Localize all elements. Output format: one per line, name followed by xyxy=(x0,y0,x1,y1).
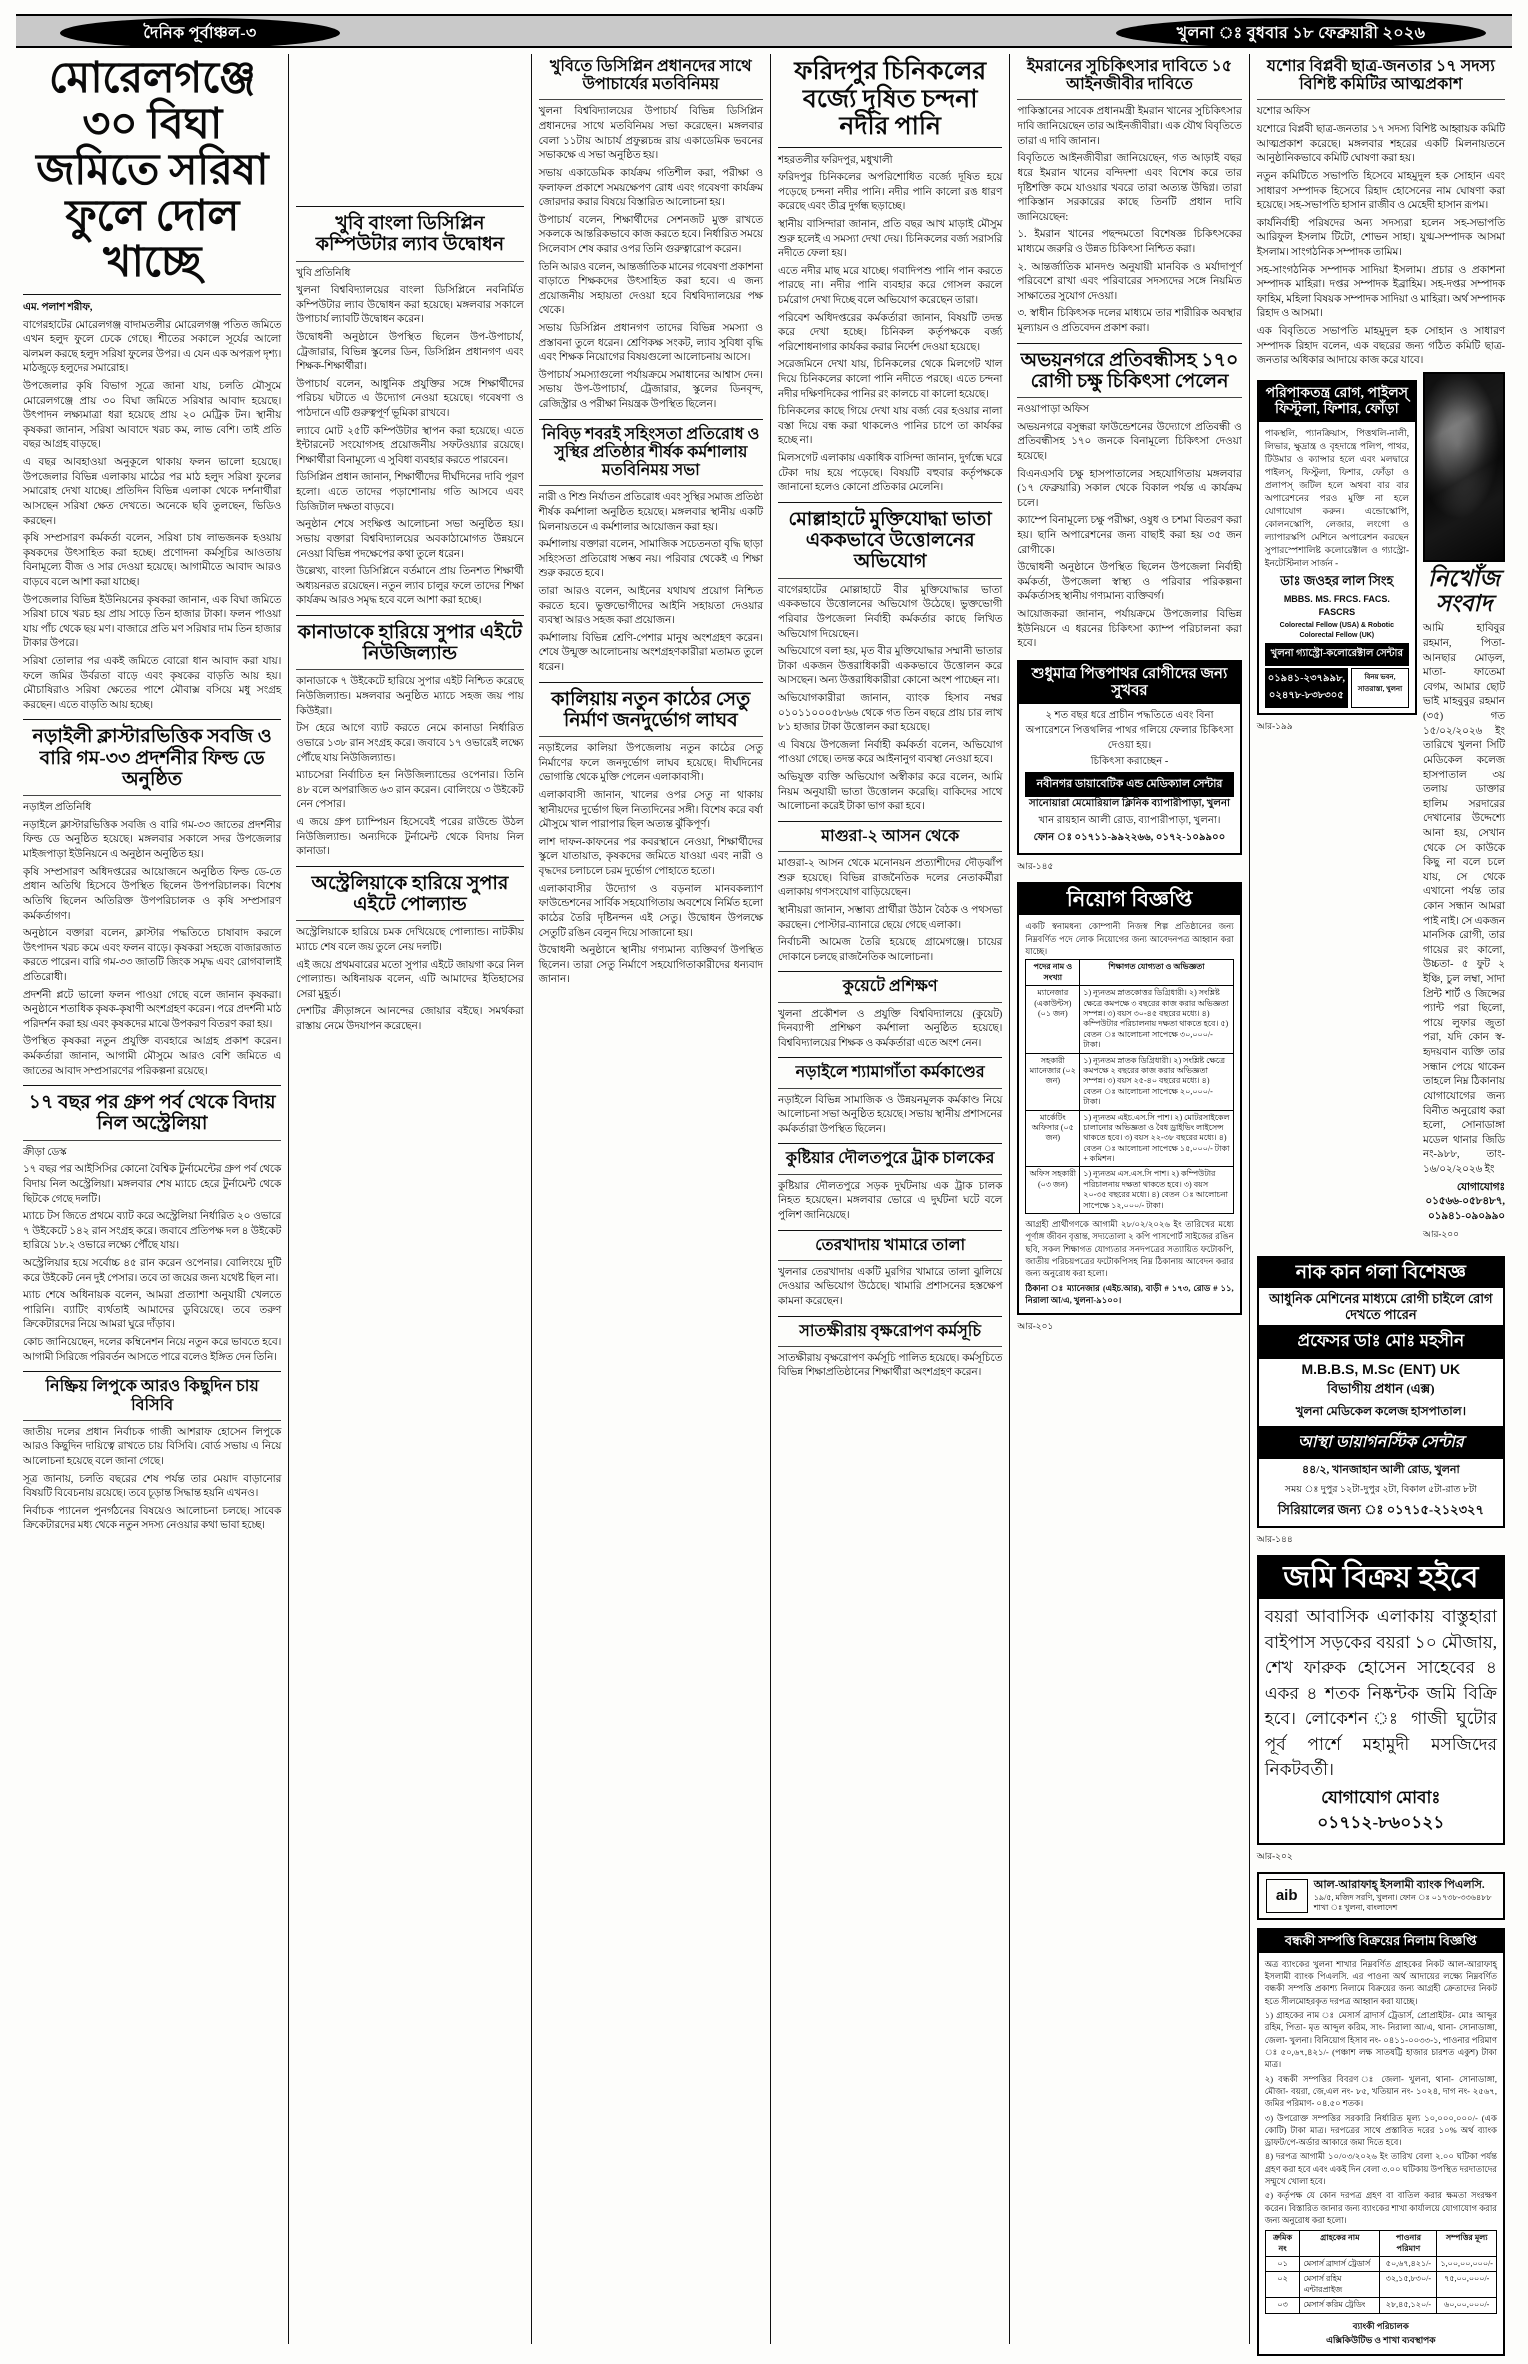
article-paragraph: স্থানীয়রা জানান, সম্ভাব্য প্রার্থীরা উঠান বৈঠক ও পথসভা করছেন। পোস্টার-ব্যানারে ছেয়ে গেছে এলাকা। xyxy=(777,904,1003,931)
job-table xyxy=(1025,959,1233,1214)
clinic-phone: ফোন ঃ ০১৭১১-৯৯২২৬৬, ০১৭২-১০৯৯০০ xyxy=(1033,831,1226,843)
table-header-row xyxy=(1026,960,1233,986)
top-headline: ফরিদপুর চিনিকলের বর্জ্যে দূষিত চন্দনা নদীর পানি xyxy=(794,58,987,140)
auction-item: ৫) কর্তৃপক্ষ যে কোন দরপত্র গ্রহণ বা বাতিল করার ক্ষমতা সংরক্ষণ করেন। বিস্তারিত জানার জন্য ব্যাংকের শাখা কার্যালয়ে যোগাযোগ করার জন্য অনুরোধ করা হলো। xyxy=(1264,2190,1497,2225)
byline-text: খুবি প্রতিনিধি xyxy=(296,267,351,279)
article-paragraph: কর্মশালায় বিভিন্ন শ্রেণি-পেশার মানুষ অংশগ্রহণ করেন। শেষে উন্মুক্ত আলোচনায় অংশগ্রহণকারীরা মতামত তুলে ধরেন। xyxy=(538,632,763,674)
article-paragraph: উপাচার্য বলেন, শিক্ষার্থীদের সেশনজট মুক্ত রাখতে সকলকে আন্তরিকভাবে কাজ করতে হবে। নির্ধারিত সময়ে সিলেবাস শেষ করার ওপর তিনি গুরুত্বারোপ করেন। xyxy=(538,214,763,255)
article-paragraph: সরেজমিনে দেখা যায়, চিনিকলের থেকে মিলগেট খাল দিয়ে চিনিকলের কালো পানি নদীতে পরছে। এতে চন্দনা নদীর দক্ষিণদিকের পানির রং কালচে বা কালো হয়েছে। xyxy=(777,359,1003,400)
article-paragraph: অভিযোগে বলা হয়, মৃত বীর মুক্তিযোদ্ধার সম্মানী ভাতার টাকা একজন উত্তরাধিকারী এককভাবে উত্তোলন করে আসছেন। অন্য উত্তরাধিকারীরা কোনো অংশ পাচ্ছেন না। xyxy=(777,646,1003,687)
gastro-center-address: বিনয় ভবন, সাতরাস্তা, খুলনা xyxy=(1351,668,1409,708)
article-paragraph: সরিষা তোলার পর একই জমিতে বোরো ধান আবাদ করা যায়। ফলে জমির উর্বরতা বাড়ে এবং কৃষকের বাড়তি আয় হয়। মৌচাষিরাও সরিষা ক্ষেতের পাশে মৌবাক্স বসিয়ে মধু সংগ্রহ করছেন। এতে বাড়তি আয় হচ্ছে। xyxy=(23,656,282,711)
headline-magura: মাগুরা-২ আসন থেকে xyxy=(821,827,960,845)
divider xyxy=(1257,99,1505,100)
gastro-center-name: খুলনা গ্যাস্ট্রো-কলোরেক্টাল সেন্টার xyxy=(1265,643,1409,666)
table-row xyxy=(1026,986,1233,1053)
col-header-post: পদের নাম ও সংখ্যা xyxy=(1026,960,1080,986)
gallstone-ad-title: শুধুমাত্র পিত্তপাথর রোগীদের জন্য সুখবর xyxy=(1019,662,1239,704)
table-row xyxy=(1026,1167,1233,1214)
article-paragraph: সাতক্ষীরায় বৃক্ষরোপণ কর্মসূচি পালিত হয়েছে। কর্মসূচিতে বিভিন্ন শিক্ষাপ্রতিষ্ঠানের শিক্ষার্থীরা অংশগ্রহণ করেন। xyxy=(777,1352,1003,1379)
divider xyxy=(778,1174,1002,1175)
article-paragraph: ল্যাবে মোট ২৫টি কম্পিউটার স্থাপন করা হয়েছে। এতে ইন্টারনেট সংযোগসহ প্রয়োজনীয় সফটওয়্যার রয়েছে। শিক্ষার্থীরা বিনামূল্যে এ সুবিধা ব্যবহার করতে পারবেন। xyxy=(296,425,524,466)
mid-headline: অভয়নগরে প্রতিবন্ধীসহ ১৭০ রোগী চক্ষু চিকিৎসা পেলেন xyxy=(1020,349,1239,392)
doctor-name: ডাঃ জওহর লাল সিংহ xyxy=(1280,573,1394,589)
article-paragraph: স্থানীয় বাসিন্দারা জানান, প্রতি বছর আখ মাড়াই মৌসুম শুরু হলেই এ সমস্যা দেখা দেয়। চিনিকলের বর্জ্য সরাসরি নদীতে ফেলা হয়। xyxy=(777,218,1003,260)
article-paragraph: যশোরে বিপ্লবী ছাত্র-জনতার ১৭ সদস্য বিশিষ্ট আহ্বায়ক কমিটি আত্মপ্রকাশ করেছে। মঙ্গলবার শহরের একটি মিলনায়তনে আনুষ্ঠানিকভাবে কমিটি ঘোষণা করা হয়। xyxy=(1256,124,1505,165)
divider xyxy=(296,920,523,921)
divider xyxy=(23,795,281,796)
cell-due: ৩২,১৫,৮৩০/- xyxy=(1380,2272,1437,2298)
article-paragraph: ১৭ বছর পর আইসিসির কোনো বৈশ্বিক টুর্নামেন্টের গ্রুপ পর্ব থেকে বিদায় নিল অস্ট্রেলিয়া। মঙ্গলবার শেষ ম্যাচে হেরে টুর্নামেন্ট থেকে ছিটকে গেছে দলটি। xyxy=(23,1164,282,1205)
land-sale-contact: যোগাযোগ মোবাঃ ০১৭১২-৮৬০১২১ xyxy=(1317,1787,1445,1833)
divider xyxy=(1017,397,1241,398)
col-header-req: শিক্ষাগত যোগ্যতা ও অভিজ্ঞতা xyxy=(1080,960,1233,986)
ent-ad-line1: আধুনিক মেশিনের মাধ্যমে রোগী চাইলে রোগ দেখতে পারেন xyxy=(1269,1291,1493,1322)
article-paragraph: উপাচার্য সমস্যাগুলো পর্যায়ক্রমে সমাধানের আশ্বাস দেন। সভায় উপ-উপাচার্য, ট্রেজারার, স্কুলের ডিনবৃন্দ, রেজিস্ট্রার ও পরীক্ষা নিয়ন্ত্রক উপস্থিত ছিলেন। xyxy=(538,369,763,411)
sub-headline-2: ১৭ বছর পর গ্রুপ পর্ব থেকে বিদায় নিল অস্ট্রেলিয়া xyxy=(28,1092,276,1135)
auction-signoff: ব্যাংকী পরিচালক xyxy=(1352,2320,1409,2331)
article-paragraph: ম্যাচ শেষে অধিনায়ক বলেন, আমরা প্রত্যাশা অনুযায়ী খেলতে পারিনি। ব্যাটিং ব্যর্থতাই আমাদের ডুবিয়েছে। তবে তরুণ ক্রিকেটারদের নিয়ে আমরা ঘুরে দাঁড়াব। xyxy=(23,1290,282,1331)
cell-value: ৬০,০০,০০০/- xyxy=(1437,2298,1497,2313)
divider xyxy=(539,736,763,737)
ent-center-serial: সিরিয়ালের জন্য ঃ ০১৭১৫-২১২৩২৭ xyxy=(1277,1502,1484,1518)
article-paragraph: অভিযুক্ত ব্যক্তি অভিযোগ অস্বীকার করে বলেন, আমি নিয়ম অনুযায়ী ভাতা উত্তোলন করেছি। বাকিদের সাথে আলোচনা করেই টাকা ভাগ করা হবে। xyxy=(777,772,1003,813)
article-paragraph: খুলনা প্রকৌশল ও প্রযুক্তি বিশ্ববিদ্যালয়ে (কুয়েট) দিনব্যাপী প্রশিক্ষণ কর্মশালা অনুষ্ঠিত হয়েছে। বিশ্ববিদ্যালয়ের শিক্ষক ও কর্মকর্তারা এতে অংশ নেন। xyxy=(777,1008,1003,1049)
divider xyxy=(539,485,763,486)
missing-persons-title: নিখোঁজ সংবাদ xyxy=(1428,565,1500,617)
cell-serial: ০৩ xyxy=(1265,2298,1300,2313)
job-advert-address: ঠিকানা ঃ ম্যানেজার (এইচ.আর), বাড়ী # ১৭৩, রোড # ১১, নিরালা আ/এ, খুলনা-৯১০০। xyxy=(1025,1282,1234,1305)
clinic-subname: সানোয়ারা মেমোরিয়াল ক্লিনিক ব্যাপারীপাড়া, খুলনা xyxy=(1029,798,1231,810)
auction-intro: অত্র ব্যাংকের খুলনা শাখার নিম্নবর্ণিত গ্রাহকের নিকট আল-আরাফাহ্ ইসলামী ব্যাংক পিএলসি. এর পাওনা অর্থ আদায়ের লক্ষ্যে নিম্নবর্ণিত বন্ধকী সম্পত্তি প্রকাশ্য নিলামে বিক্রয়ের জন্য আগ্রহী ক্রেতাদের নিকট হতে সীলমোহরকৃত দরপত্র আহ্বান করা যাচ্ছে। xyxy=(1264,1958,1497,2006)
column-3 xyxy=(531,54,770,2344)
sub-headline-1: খুবি বাংলা ডিসিপ্লিন কম্পিউটার ল্যাব উদ্বোধন xyxy=(315,213,505,256)
ent-doctor-degrees: M.B.B.S, M.Sc (ENT) UK xyxy=(1301,1361,1461,1378)
article-paragraph: কর্মশালায় বক্তারা বলেন, সামাজিক সচেতনতা বৃদ্ধি ছাড়া সহিংসতা প্রতিরোধ সম্ভব নয়। পরিবার থেকেই এ শিক্ষা শুরু করতে হবে। xyxy=(538,539,763,580)
article-paragraph: নড়াইলের কালিয়া উপজেলায় নতুন কাঠের সেতু নির্মাণের ফলে জনদুর্ভোগ লাঘব হয়েছে। দীর্ঘদিনের ভোগান্তি থেকে মুক্তি পেলেন এলাকাবাসী। xyxy=(538,743,763,784)
divider xyxy=(778,1002,1002,1003)
ad-paragraph: চিকিৎসা করাচ্ছেন - xyxy=(1090,756,1169,768)
ent-ad-title: নাক কান গলা বিশেষজ্ঞ xyxy=(1259,1258,1503,1288)
table-row xyxy=(1265,2257,1496,2272)
gastro-ad-title: পরিপাকতন্ত্র রোগ, পাইলস্ ফিস্টুলা, ফিশার, ফোঁড়া xyxy=(1259,382,1415,422)
article-paragraph: ম্যাচে টস জিতে প্রথমে ব্যাট করে অস্ট্রেলিয়া নির্ধারিত ২০ ওভারে ৭ উইকেটে ১৪২ রান সংগ্রহ করে। জবাবে প্রতিপক্ষ দল ৪ উইকেট হারিয়ে ১৮.২ ওভারে লক্ষ্যে পৌঁছে যায়। xyxy=(23,1211,282,1252)
ent-doctor-name: প্রফেসর ডাঃ মোঃ মহসীন xyxy=(1259,1325,1503,1359)
article-paragraph: এতে নদীর মাছ মরে যাচ্ছে। গবাদিপশু পানি পান করতে পারছে না। নদীর পানি ব্যবহার করে গোসল করলে চর্মরোগ দেখা দিচ্ছে বলে অভিযোগ করেছেন তারা। xyxy=(777,265,1003,306)
mid-headline: নিবিড় শবরই সহিংসতা প্রতিরোধ ও সুস্থির প্রতিষ্ঠার শীর্ষক কর্মশালায় মতবিনিময় সভা xyxy=(542,425,760,480)
cell-value: ১,০০,০০,০০০/- xyxy=(1437,2257,1497,2272)
article-paragraph: অভিযোগকারীরা জানান, ব্যাংক হিসাব নম্বর ০১০১১০০০৫৮৬৬ থেকে গত তিন বছরে প্রায় চার লাখ ৮১ হাজার টাকা উত্তোলন করা হয়েছে। xyxy=(777,692,1003,734)
byline-text: ক্রীড়া ডেস্ক xyxy=(23,1146,67,1158)
ad-reference: আর-২০১ xyxy=(1017,1321,1054,1332)
mid-headline: মোল্লাহাটে মুক্তিযোদ্ধা ভাতা এককভাবে উত্তোলনের অভিযোগ xyxy=(788,508,992,573)
cell-post: সহকারী ম্যানেজার (০২ জন) xyxy=(1026,1053,1080,1110)
divider xyxy=(296,866,523,867)
divider xyxy=(23,1140,281,1141)
headline-kuet: কুয়েটে প্রশিক্ষণ xyxy=(842,978,938,996)
auction-item: ৪) দরপত্র আগামী ১০/০৩/২০২৬ ইং তারিখ বেলা ২.০০ ঘটিকা পর্যন্ত গ্রহণ করা হবে এবং একই দিন বেলা ৩.০০ ঘটিকায় উপস্থিত দরদাতাদের সম্মুখে খোলা হবে। xyxy=(1264,2151,1497,2187)
article-paragraph: কার্যনির্বাহী পরিষদের অন্য সদস্যরা হলেন সহ-সভাপতি আরিফুল ইসলাম টিটো, শোভন সাহা। যুগ্ম-সম্পাদক আসমা ইসলাম। সাংগঠনিক সম্পাদক তামিম। xyxy=(1256,217,1505,258)
cell-req: ১) ন্যূনতম এইচ.এস.সি পাশ। ২) মোটরসাইকেল চালানোর অভিজ্ঞতা ও বৈধ ড্রাইভিং লাইসেন্স থাকতে হবে। ৩) বয়স ২২-৩৮ বছরের মধ্যে। ৪) বেতন ঃ আলোচনা সাপেক্ষে ১৫,০০০/- টাকা + কমিশন। xyxy=(1080,1110,1233,1167)
bank-name: আল-আরাফাহ্ ইসলামী ব্যাংক পিএলসি. xyxy=(1313,1879,1485,1892)
article-paragraph: উপজেলার কৃষি বিভাগ সূত্রে জানা যায়, চলতি মৌসুমে মোরেলগঞ্জে প্রায় ৩০ বিঘা জমিতে সরিষার আবাদ হয়েছে। উৎপাদন লক্ষ্যমাত্রা ধরা হয়েছে প্রায় ২০ মেট্রিক টন। স্থানীয় কৃষকরা জানান, সরিষা আবাদে খরচ কম, লাভ বেশি। তাই প্রতি বছর আগ্রহ বাড়ছে। xyxy=(23,381,282,451)
cell-client: মেসার্স ব্রাদার্স ট্রেডার্স xyxy=(1300,2257,1380,2272)
article-paragraph: ১. ইমরান খানের পছন্দমতো বিশেষজ্ঞ চিকিৎসকের মাধ্যমে জরুরি ও উন্নত চিকিৎসা নিশ্চিত করা। xyxy=(1017,229,1242,255)
cell-post: ম্যানেজার (একাউন্টস) (০১ জন) xyxy=(1026,986,1080,1053)
article-paragraph: ডিসিপ্লিন প্রধান জানান, শিক্ষার্থীদের দীর্ঘদিনের দাবি পূরণ হলো। এতে তাদের পড়াশোনায় গতি আসবে এবং ডিজিটাল দক্ষতা বাড়বে। xyxy=(296,472,524,513)
bank-logo-icon: aib xyxy=(1266,1879,1308,1913)
cell-due: ২৮,৪৫,১২০/- xyxy=(1380,2298,1437,2313)
divider xyxy=(778,1088,1002,1089)
article-paragraph: নারী ও শিশু নির্যাতন প্রতিরোধ এবং সুস্থির সমাজ প্রতিষ্ঠা শীর্ষক কর্মশালা অনুষ্ঠিত হয়েছে। মঙ্গলবার স্থানীয় একটি মিলনায়তনে এ কর্মশালার আয়োজন করা হয়। xyxy=(538,492,763,533)
col-header-due: পাওনার পরিমাণ xyxy=(1380,2231,1437,2257)
ent-ad xyxy=(1257,1256,1505,1528)
divider xyxy=(778,821,1002,822)
article-paragraph: খুলনা বিশ্ববিদ্যালয়ের বাংলা ডিসিপ্লিনে নবনির্মিত কম্পিউটার ল্যাব উদ্বোধন করা হয়েছে। মঙ্গলবার সকালে উপাচার্য ল্যাবটি উদ্বোধন করেন। xyxy=(296,285,524,326)
masthead-left-label: দৈনিক পূর্বাঞ্চল-৩ xyxy=(60,18,340,48)
lead-headline: মোরেলগঞ্জে ৩০ বিঘা জমিতে সরিষা ফুলে দোল খাচ্ছে xyxy=(36,55,269,286)
article-paragraph: মিলসগেট এলাকায় একাধিক বাসিন্দা জানান, দুর্গন্ধে ঘরে টেকা দায় হয়ে পড়েছে। বিষয়টি বহুবার কর্তৃপক্ষকে জানানো হলেও কোনো প্রতিকার মেলেনি। xyxy=(777,453,1003,494)
divider xyxy=(778,1143,1002,1144)
ent-center-time: সময় ঃ দুপুর ১২টা-দুপুর ২টা, বিকাল ৫টা-রাত ৮টা xyxy=(1284,1485,1477,1496)
auction-item: ৩) উপরোক্ত সম্পত্তির সরকারি নির্ধারিত মূল্য ১০,০০০,০০০/- (এক কোটি) টাকা মাত্র। দরপত্রের সাথে প্রস্তাবিত দরের ১০% অর্থ ব্যাংক ড্রাফট/পে-অর্ডার আকারে জমা দিতে হবে। xyxy=(1264,2112,1497,2148)
column-4 xyxy=(770,54,1009,2344)
article-paragraph: ৩. স্বাধীন চিকিৎসক দলের মাধ্যমে তার শারীরিক অবস্থার মূল্যায়ন ও প্রতিবেদন প্রকাশ করা। xyxy=(1017,308,1242,334)
divider xyxy=(23,1371,281,1372)
article-paragraph: উপাচার্য বলেন, আধুনিক প্রযুক্তির সঙ্গে শিক্ষার্থীদের পরিচয় ঘটাতে এ উদ্যোগ নেওয়া হয়েছে। গবেষণা ও পাঠদানে এটি গুরুত্বপূর্ণ ভূমিকা রাখবে। xyxy=(296,378,524,420)
divider xyxy=(778,1260,1002,1261)
article-paragraph: উদ্বোধনী অনুষ্ঠানে স্থানীয় গণ্যমান্য ব্যক্তিবর্গ উপস্থিত ছিলেন। তারা সেতু নির্মাণে সহযোগিতাকারীদের ধন্যবাদ জানান। xyxy=(538,945,763,986)
gallstone-ad xyxy=(1017,660,1241,855)
article-byline xyxy=(23,301,281,316)
table-row xyxy=(1265,2298,1496,2313)
article-paragraph: নড়াইলে ক্লাস্টারভিত্তিক সবজি ও বারি গম-৩৩ জাতের প্রদর্শনীর ফিল্ড ডে অনুষ্ঠিত হয়েছে। মঙ্গলবার সকালে সদর উপজেলার মাইজপাড়া ইউনিয়নে এ অনুষ্ঠান অনুষ্ঠিত হয়। xyxy=(23,819,282,861)
article-paragraph: ফরিদপুর চিনিকলের অপরিশোধিত বর্জ্যে দূষিত হয়ে পড়েছে চন্দনা নদীর পানি। নদীর পানি কালো রঙ ধারণ করেছে এবং তীব্র দুর্গন্ধ ছড়াচ্ছে। xyxy=(777,172,1003,213)
divider xyxy=(296,261,523,262)
missing-persons-text: আমি হাবিবুর রহমান, পিতা- আনছার মোড়ল, মাতা- ফাতেমা বেগম, আমার ছোট ভাই মাহবুবুর রহমান (৩৫) গত ১৫/০২/২০২৬ ইং তারিখে খুলনা সিটি মেডিকেল কলেজ হাসপাতাল ৩য় তলায় ডাক্তার হালিম সরদারের দেখানোর উদ্দেশ্যে আনা হয়, সেখান থেকে সে কাউকে কিছু না বলে চলে যায়, সে থেকে এখানো পর্যন্ত তার কোন সন্ধান আমরা পাই নাই। সে একজন মানসিক রোগী, তার গায়ের রং কালো, উচ্চতা- ৫ ফুট ২ ইঞ্চি, চুল লম্বা, সাদা প্রিন্ট শার্ট ও জিন্সের প্যান্ট পরা ছিলো, পায়ে লুফার জুতা পরা, যদি কোন স্ব-হৃদয়বান ব্যক্তি তার সন্ধান পেয়ে থাকেন তাহলে নিম্ন ঠিকানায় যোগাযোগের জন্য বিনীত অনুরোধ করা হলো, সোনাডাঙ্গা মডেল থানার জিডি নং-৯৮৮, তাং- ১৬/০২/২০২৬ ইং xyxy=(1422,623,1505,1175)
gastro-ad-text: পাকস্থলি, প্যানক্রিয়াস, পিত্তথলি-নালী, লিভার, ক্ষুদ্রান্ত্র ও বৃহদান্ত্রে পলিপ, পাথর, টিউমার ও ক্যান্সার হলে এবং মলদ্বারে পাইলস্, ফিস্টুলা, ফিশার, ফোঁড়া ও প্রলাপস্ জটিল হলে অথবা বার বার অপারেশনের পরও মুক্তি না হলে যোগাযোগ করুন। এন্ডোস্কোপি, কোলনস্কোপি, লেজার, লংগো ও ল্যাপারস্কপি মেশিনে অপারেশন করছেন সুপারস্পেশালিষ্ট কলোরেক্টাল ও গ্যাস্ট্রো-ইনটেস্টিনাল সার্জন - xyxy=(1264,427,1409,569)
cell-client: মেসার্স রহিম এন্টারপ্রাইজ xyxy=(1300,2272,1380,2298)
table-row xyxy=(1265,2272,1496,2298)
divider xyxy=(778,1230,1002,1231)
divider xyxy=(778,971,1002,972)
divider xyxy=(778,147,1002,148)
auction-title: বন্ধকী সম্পত্তি বিক্রয়ের নিলাম বিজ্ঞপ্তি xyxy=(1259,1930,1503,1953)
ad-reference: আর-২০২ xyxy=(1256,1850,1293,1861)
byline-text: এম. পলাশ শরীফ, xyxy=(23,302,93,313)
cell-post: মার্কেটিং অফিসার (০৫ জন) xyxy=(1026,1110,1080,1167)
byline-text: নড়াইল প্রতিনিধি xyxy=(23,802,92,814)
article-paragraph: সহ-সাংগঠনিক সম্পাদক সাদিয়া ইসলাম। প্রচার ও প্রকাশনা সম্পাদক মাহিরা। দপ্তর সম্পাদক ইব্রাহিম। সহ-দপ্তর সম্পাদক ফাহিম, মহিলা বিষয়ক সম্পাদক সাদিয়া ও মাহিরা। অর্থ সম্পাদক রিহাদ ও আসমা। xyxy=(1256,264,1505,320)
auction-item: ২) বন্ধকী সম্পত্তির বিবরণ ঃ জেলা- খুলনা, থানা- সোনাডাঙ্গা, মৌজা- বয়রা, জে,এল নং- ৮৫, খতিয়ান নং- ১০২৪, দাগ নং- ২৫৬৭, জমির পরিমাণ- ০৪.৫০ শতক। xyxy=(1264,2073,1497,2109)
divider xyxy=(23,1420,281,1421)
table-row xyxy=(1026,1053,1233,1110)
article-paragraph: অনুষ্ঠানে বক্তারা বলেন, ক্লাস্টার পদ্ধতিতে চাষাবাদ করলে উৎপাদন খরচ কমে এবং ফলন বাড়ে। কৃষকরা সহজে বাজারজাত করতে পারেন। বারি গম-৩৩ জাতটি জিংক সমৃদ্ধ এবং রোগবালাই প্রতিরোধী। xyxy=(23,928,282,983)
cell-req: ১) ন্যূনতম স্নাতকোত্তর ডিগ্রিধারী। ২) সংশ্লিষ্ট ক্ষেত্রে কমপক্ষে ৩ বছরের কাজ করার অভিজ্ঞতা সম্পন্ন। ৩) বয়স ৩০-৪৫ বছরের মধ্যে। ৪) কম্পিউটার পরিচালনায় দক্ষতা থাকতে হবে। ৫) বেতন ঃ আলোচনা সাপেক্ষে ৩০,০০০/- টাকা। xyxy=(1080,986,1233,1053)
table-header-row xyxy=(1265,2231,1496,2257)
divider xyxy=(296,669,523,670)
clinic-address: খান রায়হান আলী রোড, ব্যাপারীপাড়া, খুলনা। xyxy=(1038,814,1221,826)
land-sale-title: জমি বিক্রয় হইবে xyxy=(1259,1557,1503,1599)
page-grid xyxy=(16,54,1512,2344)
article-paragraph: এ বছর আবহাওয়া অনুকূলে থাকায় ফলন ভালো হয়েছে। উপজেলার বিভিন্ন এলাকায় মাঠের পর মাঠ হলুদ সরিষা ফুলের সমারোহ দেখা যাচ্ছে। প্রতিদিন বিভিন্ন এলাকা থেকে দর্শনার্থীরা আসছেন সরিষা ক্ষেত দেখতে। অনেকে ছবি তুলছেন, ভিডিও করছেন। xyxy=(23,457,282,527)
ent-doctor-post: বিভাগীয় প্রধান (এক্স) xyxy=(1327,1381,1435,1397)
bank-name-block xyxy=(1314,1879,1492,1912)
article-paragraph: উদ্বোধনী অনুষ্ঠানে উপস্থিত ছিলেন উপজেলা নির্বাহী কর্মকর্তা, উপজেলা স্বাস্থ্য ও পরিবার পরিকল্পনা কর্মকর্তাসহ স্থানীয় গণ্যমান্য ব্যক্তিবর্গ। xyxy=(1017,562,1242,603)
job-advert-note: আগ্রহী প্রার্থীগণকে আগামী ২৮/০২/২০২৬ ইং তারিখের মধ্যে পূর্ণাঙ্গ জীবন বৃত্তান্ত, সদ্যতোলা ২ কপি পাসপোর্ট সাইজের রঙিন ছবি, সকল শিক্ষাগত যোগ্যতার সনদপত্রের সত্যায়িত ফটোকপি, জাতীয় পরিচয়পত্রের ফটোকপিসহ নিম্ন ঠিকানায় আবেদন করার জন্য অনুরোধ করা হলো। xyxy=(1025,1219,1234,1279)
article-paragraph: জাতীয় দলের প্রধান নির্বাচক গাজী আশরাফ হোসেন লিপুকে আরও কিছুদিন দায়িত্বে রাখতে চায় বিসিবি। বোর্ড সভায় এ নিয়ে আলোচনা হয়েছে বলে জানা গেছে। xyxy=(23,1426,282,1467)
byline-text: যশোর অফিস xyxy=(1256,106,1311,118)
auction-item: ১) গ্রাহকের নাম ঃ মেসার্স ব্রাদার্স ট্রেডার্স, প্রোপ্রাইটর- মোঃ আব্দুর রহিম, পিতা- মৃত আব্দুল করিম, সাং- নিরালা আ/এ, থানা- সোনাডাঙ্গা, জেলা- খুলনা। বিনিয়োগ হিসাব নং- ০৪১১-০০৩৩-১, পাওনার পরিমাণ ঃ ৫০,৬৭,৪২১/- (পঞ্চাশ লক্ষ সাতষট্টি হাজার চারশত একুশ) টাকা মাত্র। xyxy=(1264,2010,1497,2070)
byline-text: শহরতলীর ফরিদপুর, মধুখালী xyxy=(777,154,893,166)
gallstone-ad-body xyxy=(1019,704,1239,852)
article-paragraph: নড়াইলে বিভিন্ন সামাজিক ও উন্নয়নমূলক কর্মকাণ্ড নিয়ে আলোচনা সভা অনুষ্ঠিত হয়েছে। সভায় স্থানীয় প্রশাসনের কর্মকর্তারা উপস্থিত ছিলেন। xyxy=(777,1094,1003,1135)
bottom-headline: কালিয়ায় নতুন কাঠের সেতু নির্মাণ জনদুর্ভোগ লাঘব xyxy=(551,688,751,731)
article-paragraph: এলাকাবাসী জানান, খালের ওপর সেতু না থাকায় স্থানীয়দের দুর্ভোগ ছিল নিত্যদিনের সঙ্গী। বিশেষ করে বর্ষা মৌসুমে খাল পারাপার ছিল অত্যন্ত ঝুঁকিপূর্ণ। xyxy=(538,790,763,831)
article-paragraph: এক বিবৃতিতে সভাপতি মাহমুদুল হক সোহান ও সাধারণ সম্পাদক রিহাদ বলেন, এক বছরের জন্য গঠিত কমিটি ছাত্র-জনতার অধিকার আদায়ে কাজ করে যাবে। xyxy=(1256,326,1505,367)
table-row xyxy=(1026,1110,1233,1167)
article-paragraph: নতুন কমিটিতে সভাপতি হিসেবে মাহমুদুল হক সোহান এবং সাধারণ সম্পাদক হিসেবে রিহাদ হোসেনের নাম ঘোষণা করা হয়েছে। সহ-সভাপতি হাসান রাজীব ও মেহেদী হাসান রূপম। xyxy=(1256,170,1505,212)
divider xyxy=(296,615,523,616)
ent-doctor-hospital: খুলনা মেডিকেল কলেজ হাসপাতাল। xyxy=(1295,1404,1467,1419)
doctor-degrees: MBBS. MS. FRCS. FACS. FASCRS xyxy=(1283,594,1390,618)
clinic-name: নবীনগর ডায়াবেটিক এন্ড মেডিক্যাল সেন্টার xyxy=(1025,772,1233,797)
ad-reference: আর-১৯৯ xyxy=(1256,721,1293,732)
doctor-fellowship: Colorectal Fellow (USA) & Robotic Colorectal Fellow (UK) xyxy=(1279,622,1394,640)
article-paragraph: খুলনা বিশ্ববিদ্যালয়ের উপাচার্য বিভিন্ন ডিসিপ্লিন প্রধানদের সাথে মতবিনিময় সভা করেছেন। মঙ্গলবার বেলা ১১টায় আচার্য প্রফুল্লচন্দ্র রায় একাডেমিক ভবনের সভাকক্ষে এ সভা অনুষ্ঠিত হয়। xyxy=(538,106,763,162)
sub-headline-3: অস্ট্রেলিয়াকে হারিয়ে সুপার এইটে পোল্যান্ড xyxy=(311,872,509,916)
auction-table xyxy=(1265,2230,1497,2313)
article-paragraph: নির্বাচক প্যানেল পুনর্গঠনের বিষয়েও আলোচনা চলছে। সাবেক ক্রিকেটারদের মধ্য থেকে নতুন সদস্য নেওয়ার কথা ভাবা হচ্ছে। xyxy=(23,1505,282,1532)
column-6 xyxy=(1249,54,1512,2344)
job-advert-title: নিয়োগ বিজ্ঞপ্তি xyxy=(1019,884,1239,916)
land-sale-ad xyxy=(1257,1555,1505,1845)
sub-headline-1: নড়াইলী ক্লাস্টারভিত্তিক সবজি ও বারি গম-৩৩ প্রদর্শনীর ফিল্ড ডে অনুষ্ঠিত xyxy=(32,726,272,790)
column-5 xyxy=(1009,54,1248,2344)
ad-reference: আর-১৪৫ xyxy=(1017,860,1054,871)
cell-req: ১) ন্যূনতম স্নাতক ডিগ্রিধারী। ২) সংশ্লিষ্ট ক্ষেত্রে কমপক্ষে ২ বছরের কাজ করার অভিজ্ঞতা সম্পন্ন। ৩) বয়স ২৫-৪০ বছরের মধ্যে। ৪) বেতন ঃ আলোচনা সাপেক্ষে ২০,০০০/- টাকা। xyxy=(1080,1053,1233,1110)
article-paragraph: সূত্র জানায়, চলতি বছরের শেষ পর্যন্ত তার মেয়াদ বাড়ানোর বিষয়টি বিবেচনায় রয়েছে। তবে চূড়ান্ত সিদ্ধান্ত হয়নি এখনও। xyxy=(23,1473,282,1500)
bank-branch: শাখা ঃ খুলনা, বাংলাদেশ xyxy=(1313,1902,1398,1912)
article-paragraph: উদ্বোধনী অনুষ্ঠানে উপস্থিত ছিলেন উপ-উপাচার্য, ট্রেজারার, বিভিন্ন স্কুলের ডিন, ডিসিপ্লিন প্রধানগণ এবং শিক্ষক-শিক্ষার্থীরা। xyxy=(296,331,524,373)
divider xyxy=(539,682,763,683)
article-paragraph: প্রদর্শনী প্লটে ভালো ফলন পাওয়া গেছে বলে জানান কৃষকরা। অনুষ্ঠানে শতাধিক কৃষক-কৃষাণী অংশগ্রহণ করেন। পরে প্রদর্শনী মাঠ পরিদর্শন করা হয় এবং কৃষকদের মাঝে উপকরণ বিতরণ করা হয়। xyxy=(23,989,282,1030)
gastro-center-phone: ০১৯৪১-২৩৭৯৯৮, ০২৪৭৮-৮৩৮৩০৫ xyxy=(1265,668,1348,708)
article-paragraph: দেশটির ক্রীড়াঙ্গনে আনন্দের জোয়ার বইছে। সমর্থকরা রাস্তায় নেমে উদযাপন করেছেন। xyxy=(296,1006,524,1032)
article-paragraph: সভায় একাডেমিক কার্যক্রম গতিশীল করা, পরীক্ষা ও ফলাফল প্রকাশে সময়ক্ষেপণ রোধ এবং গবেষণা কার্যক্রম জোরদার করার বিষয়ে বিস্তারিত আলোচনা হয়। xyxy=(538,167,763,209)
article-paragraph: ক্যাম্পে বিনামূল্যে চক্ষু পরীক্ষা, ওষুধ ও চশমা বিতরণ করা হয়। ছানি অপারেশনের জন্য বাছাই করা হয় ৩৫ জন রোগীকে। xyxy=(1017,515,1242,556)
auction-ad xyxy=(1257,1928,1505,2356)
article-paragraph: ২. আন্তর্জাতিক মানদণ্ড অনুযায়ী মানবিক ও মর্যাদাপূর্ণ পরিবেশে রাখা এবং পরিবারের সদস্যদের সঙ্গে নিয়মিত সাক্ষাতের সুযোগ দেওয়া। xyxy=(1017,261,1242,302)
article-paragraph: অনুষ্ঠান শেষে সংক্ষিপ্ত আলোচনা সভা অনুষ্ঠিত হয়। সভায় বক্তারা বিশ্ববিদ্যালয়ের অবকাঠামোগত উন্নয়নে নেওয়া বিভিন্ন পদক্ষেপের কথা তুলে ধরেন। xyxy=(296,519,524,560)
cell-post: অফিস সহকারী (০৩ জন) xyxy=(1026,1167,1080,1214)
article-paragraph: মাগুরা-২ আসন থেকে মনোনয়ন প্রত্যাশীদের দৌড়ঝাঁপ শুরু হয়েছে। বিভিন্ন রাজনৈতিক দলের নেতাকর্মীরা এলাকায় গণসংযোগ বাড়িয়েছেন। xyxy=(777,858,1003,899)
divider xyxy=(539,419,763,420)
auction-signature: এক্সিকিউটিভ ও শাখা ব্যবস্থাপক xyxy=(1326,2334,1436,2345)
article-paragraph: কোচ জানিয়েছেন, দলের কম্বিনেশন নিয়ে নতুন করে ভাবতে হবে। আগামী সিরিজে পরিবর্তন আসতে পারে বলেও ইঙ্গিত দেন তিনি। xyxy=(23,1337,282,1363)
divider xyxy=(1017,99,1241,100)
col-header-client: গ্রাহকের নাম xyxy=(1300,2231,1380,2257)
article-paragraph: এলাকাবাসীর উদ্যোগ ও বড়নাল মানবকল্যাণ ফাউন্ডেশনের সার্বিক সহযোগিতায় অবশেষে নির্মিত হলো কাঠের তৈরি দৃষ্টিনন্দন এই সেতু। উদ্বোধন উপলক্ষে সেতুটি রঙিন বেলুন দিয়ে সাজানো হয়। xyxy=(538,883,763,939)
masthead xyxy=(16,14,1512,48)
cell-req: ১) ন্যূনতম এস.এস.সি পাশ। ২) কম্পিউটার পরিচালনায় দক্ষতা থাকতে হবে। ৩) বয়স ২০-৩৫ বছরের মধ্যে। ৪) বেতন ঃ আলোচনা সাপেক্ষে ১২,০০০/- টাকা। xyxy=(1080,1167,1233,1214)
article-paragraph: অস্ট্রেলিয়াকে হারিয়ে চমক দেখিয়েছে পোল্যান্ড। নাটকীয় ম্যাচে শেষ বলে জয় তুলে নেয় দলটি। xyxy=(296,927,524,953)
article-paragraph: কুষ্টিয়ার দৌলতপুরে সড়ক দুর্ঘটনায় এক ট্রাক চালক নিহত হয়েছেন। মঙ্গলবার ভোরে এ দুর্ঘটনা ঘটে বলে পুলিশ জানিয়েছে। xyxy=(777,1180,1003,1221)
gastro-ad-body xyxy=(1259,422,1415,714)
headline-satkhira: সাতক্ষীরায় বৃক্ষরোপণ কর্মসূচি xyxy=(799,1322,982,1340)
headline-terokhada: তেরখাদায় খামারে তালা xyxy=(815,1236,966,1254)
headline-kushtia: কুষ্টিয়ার দৌলতপুরে ট্রাক চালকের xyxy=(785,1150,995,1168)
article-paragraph: সভায় ডিসিপ্লিন প্রধানগণ তাদের বিভিন্ন সমস্যা ও প্রস্তাবনা তুলে ধরেন। শ্রেণিকক্ষ সংকট, ল্যাব সুবিধা বৃদ্ধি এবং শিক্ষক নিয়োগের বিষয়গুলো আলোচনায় আসে। xyxy=(538,323,763,364)
article-paragraph: টস হেরে আগে ব্যাট করতে নেমে কানাডা নির্ধারিত ওভারে ১৩৮ রান সংগ্রহ করে। জবাবে ১৭ ওভারেই লক্ষ্যে পৌঁছে যায় নিউজিল্যান্ড। xyxy=(296,723,524,764)
land-sale-body xyxy=(1259,1599,1503,1843)
article-paragraph: তারা আরও বলেন, আইনের যথাযথ প্রয়োগ নিশ্চিত করতে হবে। ভুক্তভোগীদের আইনি সহায়তা দেওয়ার ব্যবস্থা আরও সহজ করা প্রয়োজন। xyxy=(538,586,763,627)
article-paragraph: এ জয়ে গ্রুপ চ্যাম্পিয়ন হিসেবেই পরের রাউন্ডে উঠল নিউজিল্যান্ড। অন্যদিকে টুর্নামেন্ট থেকে বিদায় নিল কানাডা। xyxy=(296,816,524,858)
bank-address: ১৯/৫, মজিদ সরণি, খুলনা। ফোন ঃ ০১৭৩৮-৩৩৬৪৮৮ xyxy=(1313,1892,1492,1902)
news-photo xyxy=(1423,372,1505,562)
article-paragraph: ম্যাচসেরা নির্বাচিত হন নিউজিল্যান্ডের ওপেনার। তিনি ৪৮ বলে অপরাজিত ৬৩ রান করেন। বোলিংয়ে ৩ উইকেট নেন পেসার। xyxy=(296,770,524,811)
article-paragraph: বিবৃতিতে আইনজীবীরা জানিয়েছেন, গত আড়াই বছর ধরে ইমরান খানের বন্দিদশা এবং বিশেষ করে তার দৃষ্টিশক্তি কমে যাওয়ার খবরে তারা অত্যন্ত উদ্বিগ্ন। তারা পাকিস্তান সরকারের কাছে তিনটি প্রধান দাবি জানিয়েছেন: xyxy=(1017,153,1242,223)
article-paragraph: নির্বাচনী আমেজ তৈরি হয়েছে গ্রামেগঞ্জে। চায়ের দোকানে চলছে রাজনৈতিক আলোচনা। xyxy=(777,937,1003,963)
land-sale-text: বয়রা আবাসিক এলাকায় বাস্তুহারা বাইপাস সড়কের বয়রা ১০ মৌজায়, শেখ ফারুক হোসেন সাহেবের ৪ একর ৪ শতক নিষ্কন্টক জমি বিক্রি হবে। লোকেশন ঃ গাজী ঘুটোর পূর্ব পার্শে মহামুদী মসজিদের নিকটবর্তী। xyxy=(1264,1607,1497,1780)
divider xyxy=(778,1346,1002,1347)
article-paragraph: পাকিস্তানের সাবেক প্রধানমন্ত্রী ইমরান খানের সুচিকিৎসার দাবি জানিয়েছেন তার আইনজীবীরা। এক যৌথ বিবৃতিতে তারা এ দাবি জানান। xyxy=(1017,106,1242,147)
auction-body xyxy=(1259,1953,1503,2354)
divider xyxy=(778,1316,1002,1317)
ent-center-name: আস্থা ডায়াগনস্টিক সেন্টার xyxy=(1259,1426,1503,1459)
article-paragraph: লাশ দাফন-কাফনের পর কবরস্থানে নেওয়া, শিক্ষার্থীদের স্কুলে যাতায়াত, কৃষকদের জমিতে যাওয়া এবং নারী ও বৃদ্ধদের চলাচলে চরম দুর্ভোগ পোহাতে হতো। xyxy=(538,836,763,878)
cell-client: মেসার্স করিম ট্রেডিং xyxy=(1300,2298,1380,2313)
article-paragraph: খুলনার তেরখাদায় একটি মুরগির খামারে তালা ঝুলিয়ে দেওয়ার অভিযোগ উঠেছে। খামারি প্রশাসনের হস্তক্ষেপ কামনা করেছেন। xyxy=(777,1266,1003,1307)
article-paragraph: কৃষি সম্প্রসারণ অধিদপ্তরের আয়োজনে অনুষ্ঠিত ফিল্ড ডে-তে প্রধান অতিথি হিসেবে উপস্থিত ছিলেন উপপরিচালক। বিশেষ অতিথি ছিলেন অতিরিক্ত উপপরিচালক ও কৃষি সম্প্রসারণ কর্মকর্তাগণ। xyxy=(23,866,282,922)
article-paragraph: কানাডাকে ৭ উইকেটে হারিয়ে সুপার এইট নিশ্চিত করেছে নিউজিল্যান্ড। মঙ্গলবার অনুষ্ঠিত ম্যাচে সহজ জয় পায় কিউইরা। xyxy=(296,676,524,717)
article-paragraph: এ বিষয়ে উপজেলা নির্বাহী কর্মকর্তা বলেন, অভিযোগ পাওয়া গেছে। তদন্ত করে আইনানুগ ব্যবস্থা নেওয়া হবে। xyxy=(777,739,1003,766)
masthead-right-label: খুলনা ঃ বুধবার ১৮ ফেব্রুয়ারী ২০২৬ xyxy=(1116,18,1486,48)
cell-serial: ০২ xyxy=(1265,2272,1300,2298)
article-paragraph: আয়োজকরা জানান, পর্যায়ক্রমে উপজেলার বিভিন্ন ইউনিয়নে এ ধরনের চিকিৎসা ক্যাম্প পরিচালনা করা হবে। xyxy=(1017,609,1242,650)
article-paragraph: বিএনএসবি চক্ষু হাসপাতালের সহযোগিতায় মঙ্গলবার (১৭ ফেব্রুয়ারি) সকাল থেকে বিকাল পর্যন্ত এ কার্যক্রম চলে। xyxy=(1017,468,1242,509)
cell-due: ৫০,৬৭,৪২১/- xyxy=(1380,2257,1437,2272)
article-paragraph: এই জয়ে প্রথমবারের মতো সুপার এইটে জায়গা করে নিল পোল্যান্ড। অধিনায়ক বলেন, এটি আমাদের ইতিহাসের সেরা মুহূর্ত। xyxy=(296,959,524,1000)
article-paragraph: তিনি আরও বলেন, আন্তর্জাতিক মানের গবেষণা প্রকাশনা বাড়াতে শিক্ষকদের উৎসাহিত করা হবে। এ জন্য প্রয়োজনীয় সহায়তা দেওয়া হবে বিশ্ববিদ্যালয়ের পক্ষ থেকে। xyxy=(538,261,763,317)
job-advert-body xyxy=(1019,915,1239,1313)
column-2 xyxy=(288,54,530,2344)
article-paragraph: বাগেরহাটের মোরেলগঞ্জ বাদামতলীর মোরেলগঞ্জ পতিত জমিতে এখন হলুদ ফুলে ঢেকে গেছে। শীতের সকালে সূর্যের আলো ঝলমল করছে হলুদ সরিষা ফুলের উপর। এ যেন এক অপরূপ দৃশ্য। মাঠজুড়ে হলুদের সমারোহ। xyxy=(23,319,282,375)
bank-header xyxy=(1257,1872,1505,1920)
divider xyxy=(539,99,763,100)
col-header-serial: ক্রমিক নং xyxy=(1265,2231,1300,2257)
top-headline: ইমরানের সুচিকিৎসার দাবিতে ১৫ আইনজীবীর দাবিতে xyxy=(1026,58,1233,94)
divider xyxy=(778,1057,1002,1058)
sub-headline-2: কানাডাকে হারিয়ে সুপার এইটে নিউজিল্যান্ড xyxy=(297,621,523,665)
job-advert-intro: একটি স্বনামধন্য কোম্পানী নিজস্ব শিল্প প্রতিষ্ঠানের জন্য নিম্নবর্ণিত পদে লোক নিয়োগের জন্য আবেদনপত্র আহ্বান করা যাচ্ছে। xyxy=(1025,921,1234,957)
article-paragraph: অস্ট্রেলিয়ার হয়ে সর্বোচ্চ ৪৫ রান করেন ওপেনার। বোলিংয়ে দুটি করে উইকেট নেন দুই পেসার। তবে তা জয়ের জন্য যথেষ্ট ছিল না। xyxy=(23,1258,282,1284)
article-paragraph: চিনিকলের কাছে গিয়ে দেখা যায় বর্জ্য বের হওয়ার নালা বস্তা দিয়ে বন্ধ করা থাকলেও পানির চাপে তা কার্যকর হচ্ছে না। xyxy=(777,406,1003,447)
cell-serial: ০১ xyxy=(1265,2257,1300,2272)
job-advert xyxy=(1017,882,1241,1316)
ad-reference: আর-২০০ xyxy=(1422,1229,1459,1240)
article-paragraph: বাগেরহাটের মোল্লাহাটে বীর মুক্তিযোদ্ধার ভাতা এককভাবে উত্তোলনের অভিযোগ উঠেছে। ভুক্তভোগী পরিবার উপজেলা নির্বাহী কর্মকর্তার কাছে লিখিত অভিযোগ দিয়েছেন। xyxy=(777,584,1003,640)
sub-headline-3: নিষ্ক্রিয় লিপুকে আরও কিছুদিন চায় বিসিবি xyxy=(45,1378,259,1414)
article-paragraph: কৃষি সম্প্রসারণ কর্মকর্তা বলেন, সরিষা চাষ লাভজনক হওয়ায় কৃষকদের উৎসাহিত করা হচ্ছে। প্রণোদনা কর্মসূচির আওতায় বিনামূল্যে বীজ ও সার দেওয়া হয়েছে। আগামীতে আবাদ আরও বাড়বে বলে আশা করা যাচ্ছে। xyxy=(23,533,282,588)
gastro-ad xyxy=(1257,380,1417,716)
missing-persons-contact: যোগাযোগঃ ০১৫৬৬-০৫৮৪৮৭, ০১৯৪১-০৯০৯৯০ xyxy=(1425,1181,1505,1222)
divider xyxy=(23,294,281,295)
divider xyxy=(778,851,1002,852)
divider xyxy=(23,1085,281,1086)
byline-text: নওয়াপাড়া অফিস xyxy=(1017,404,1089,416)
divider xyxy=(23,719,281,720)
divider xyxy=(1017,343,1241,344)
headline-narail: নড়াইলে শ্যামাগাঁতা কর্মকাণ্ডের xyxy=(795,1064,985,1082)
article-paragraph: উল্লেখ্য, বাংলা ডিসিপ্লিনে বর্তমানে প্রায় তিনশত শিক্ষার্থী অধ্যয়নরত রয়েছেন। নতুন ল্যাব চালুর ফলে তাদের শিক্ষা কার্যক্রম আরও সমৃদ্ধ হবে বলে আশা করা হচ্ছে। xyxy=(296,566,524,607)
article-paragraph: উপস্থিত কৃষকরা নতুন প্রযুক্তি ব্যবহারে আগ্রহ প্রকাশ করেন। কর্মকর্তারা জানান, আগামী মৌসুমে আরও বেশি জমিতে এ জাতের আবাদ সম্প্রসারণের পরিকল্পনা রয়েছে। xyxy=(23,1036,282,1077)
divider xyxy=(296,206,523,207)
ent-center-address: ৪৪/২, খানজাহান আলী রোড, খুলনা xyxy=(1301,1464,1460,1477)
column-1 xyxy=(16,54,288,2344)
ad-paragraph: ২ শত বছর ধরে প্রাচীন পদ্ধতিতে এবং বিনা অপারেশনে পিত্তথলির পাথর গলিয়ে ফেলার চিকিৎসা দেওয়া হয়। xyxy=(1025,710,1234,751)
ad-photo-row xyxy=(1257,372,1505,1249)
article-paragraph: অভয়নগরে বসুন্ধরা ফাউন্ডেশনের উদ্যোগে প্রতিবন্ধী ও প্রতিবন্ধীসহ ১৭০ জনকে বিনামূল্যে চিকিৎসা দেওয়া হয়েছে। xyxy=(1017,421,1242,462)
top-headline: খুবিতে ডিসিপ্লিন প্রধানদের সাথে উপাচার্যের মতবিনিময় xyxy=(549,58,752,94)
cell-value: ৭৫,০০,০০০/- xyxy=(1437,2272,1497,2298)
divider xyxy=(778,578,1002,579)
col-header-value: সম্পত্তির মূল্য xyxy=(1437,2231,1497,2257)
divider xyxy=(778,502,1002,503)
article-paragraph: পরিবেশ অধিদপ্তরের কর্মকর্তারা জানান, বিষয়টি তদন্ত করে দেখা হচ্ছে। চিনিকল কর্তৃপক্ষকে বর্জ্য পরিশোধনাগার কার্যকর করার নির্দেশ দেওয়া হয়েছে। xyxy=(777,312,1003,353)
article-paragraph: উপজেলার বিভিন্ন ইউনিয়নের কৃষকরা জানান, এক বিঘা জমিতে সরিষা চাষে খরচ হয় প্রায় সাড়ে তিন হাজার টাকা। ফলন পাওয়া যায় পাঁচ থেকে ছয় মণ। বাজারে প্রতি মণ সরিষার দাম তিন হাজার টাকার উপরে। xyxy=(23,594,282,650)
top-headline: যশোর বিপ্লবী ছাত্র-জনতার ১৭ সদস্য বিশিষ্ট কমিটির আত্মপ্রকাশ xyxy=(1266,58,1495,94)
ad-reference: আর-১৪৪ xyxy=(1256,1534,1293,1545)
